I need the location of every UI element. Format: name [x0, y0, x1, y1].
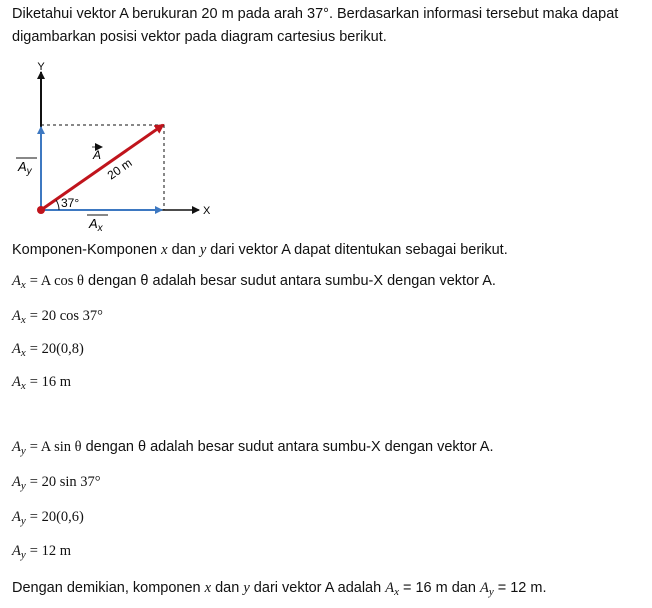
angle-label: 37°	[61, 196, 80, 210]
ay-definition	[12, 439, 494, 456]
comp-y-sub: y	[26, 166, 32, 177]
ay-symbol: A	[12, 474, 21, 490]
ax-definition	[12, 273, 496, 290]
ay-symbol: A	[12, 439, 21, 455]
ax-sub: x	[20, 347, 26, 359]
comp-y-main: A	[18, 159, 27, 174]
comp-x-main: A	[89, 216, 98, 231]
conclusion-var-y: y	[243, 580, 250, 596]
ax-sub: x	[20, 380, 26, 392]
ax-sub: x	[20, 279, 26, 291]
ax-symbol: A	[12, 308, 21, 324]
conclusion-c: dari vektor A adalah	[249, 580, 386, 596]
vector-diagram	[0, 56, 260, 236]
conclusion	[12, 578, 547, 598]
ax-sub: x	[20, 314, 26, 326]
ay-step-2-rhs: = 20(0,6)	[29, 509, 84, 525]
components-intro	[12, 240, 508, 260]
vector-a-arrow	[41, 125, 163, 210]
ay-step-2	[12, 509, 84, 526]
ay-sub: y	[20, 480, 26, 492]
ay-def-text: dengan θ adalah besar sudut antara sumbu-X dengan vektor A.	[81, 439, 494, 455]
comp-y-label	[17, 159, 33, 177]
vector-label: A	[93, 148, 102, 162]
conclusion-var-x: x	[204, 580, 212, 596]
magnitude-label: 20 m	[104, 155, 135, 183]
conclusion-ax-sub: x	[394, 586, 399, 598]
intro-line-2: digambarkan posisi vektor pada diagram cartesius berikut.	[12, 29, 387, 45]
conclusion-ax-symbol: A	[385, 580, 395, 596]
ax-def-rhs: = A cos θ	[29, 273, 84, 289]
ax-def-text: dengan θ adalah besar sudut antara sumbu-X dengan vektor A.	[83, 273, 496, 289]
ay-step-1	[12, 474, 101, 491]
ay-sub: y	[20, 549, 26, 561]
x-axis-label: X	[203, 205, 211, 217]
conclusion-b: dan	[211, 580, 244, 596]
comp-x-label	[88, 216, 104, 234]
ax-step-1-rhs: = 20 cos 37°	[29, 308, 103, 324]
var-y: y	[199, 242, 207, 258]
ay-symbol: A	[12, 509, 21, 525]
y-axis-label: Y	[37, 61, 45, 73]
comp-x-sub: x	[97, 223, 103, 234]
components-intro-a: Komponen-Komponen	[12, 242, 162, 258]
ay-sub: y	[20, 515, 26, 527]
conclusion-ay-sub: y	[488, 586, 494, 598]
components-intro-c: dari vektor A dapat ditentukan sebagai berikut.	[206, 242, 508, 258]
ay-symbol: A	[12, 543, 21, 559]
ay-step-3	[12, 543, 71, 560]
ax-step-2-rhs: = 20(0,8)	[29, 341, 84, 357]
ax-step-3	[12, 374, 71, 391]
ay-sub: y	[20, 445, 26, 457]
ay-step-3-rhs: = 12 m	[29, 543, 71, 559]
intro-line-1: Diketahui vektor A berukuran 20 m pada arah 37°. Berdasarkan informasi tersebut maka dapat	[12, 6, 619, 22]
conclusion-ay-value: = 12 m.	[493, 580, 547, 596]
conclusion-ay-symbol: A	[479, 580, 489, 596]
ax-symbol: A	[12, 273, 21, 289]
ax-step-1	[12, 308, 103, 325]
ax-symbol: A	[12, 374, 21, 390]
ax-symbol: A	[12, 341, 21, 357]
ay-def-rhs: = A sin θ	[29, 439, 82, 455]
conclusion-ax-value: = 16 m dan	[398, 580, 480, 596]
ax-step-3-rhs: = 16 m	[29, 374, 71, 390]
ay-step-1-rhs: = 20 sin 37°	[29, 474, 101, 490]
origin-dot	[37, 206, 45, 214]
var-x: x	[161, 242, 168, 258]
components-intro-b: dan	[167, 242, 200, 258]
conclusion-a: Dengan demikian, komponen	[12, 580, 205, 596]
angle-arc	[56, 200, 59, 210]
ax-step-2	[12, 341, 84, 358]
